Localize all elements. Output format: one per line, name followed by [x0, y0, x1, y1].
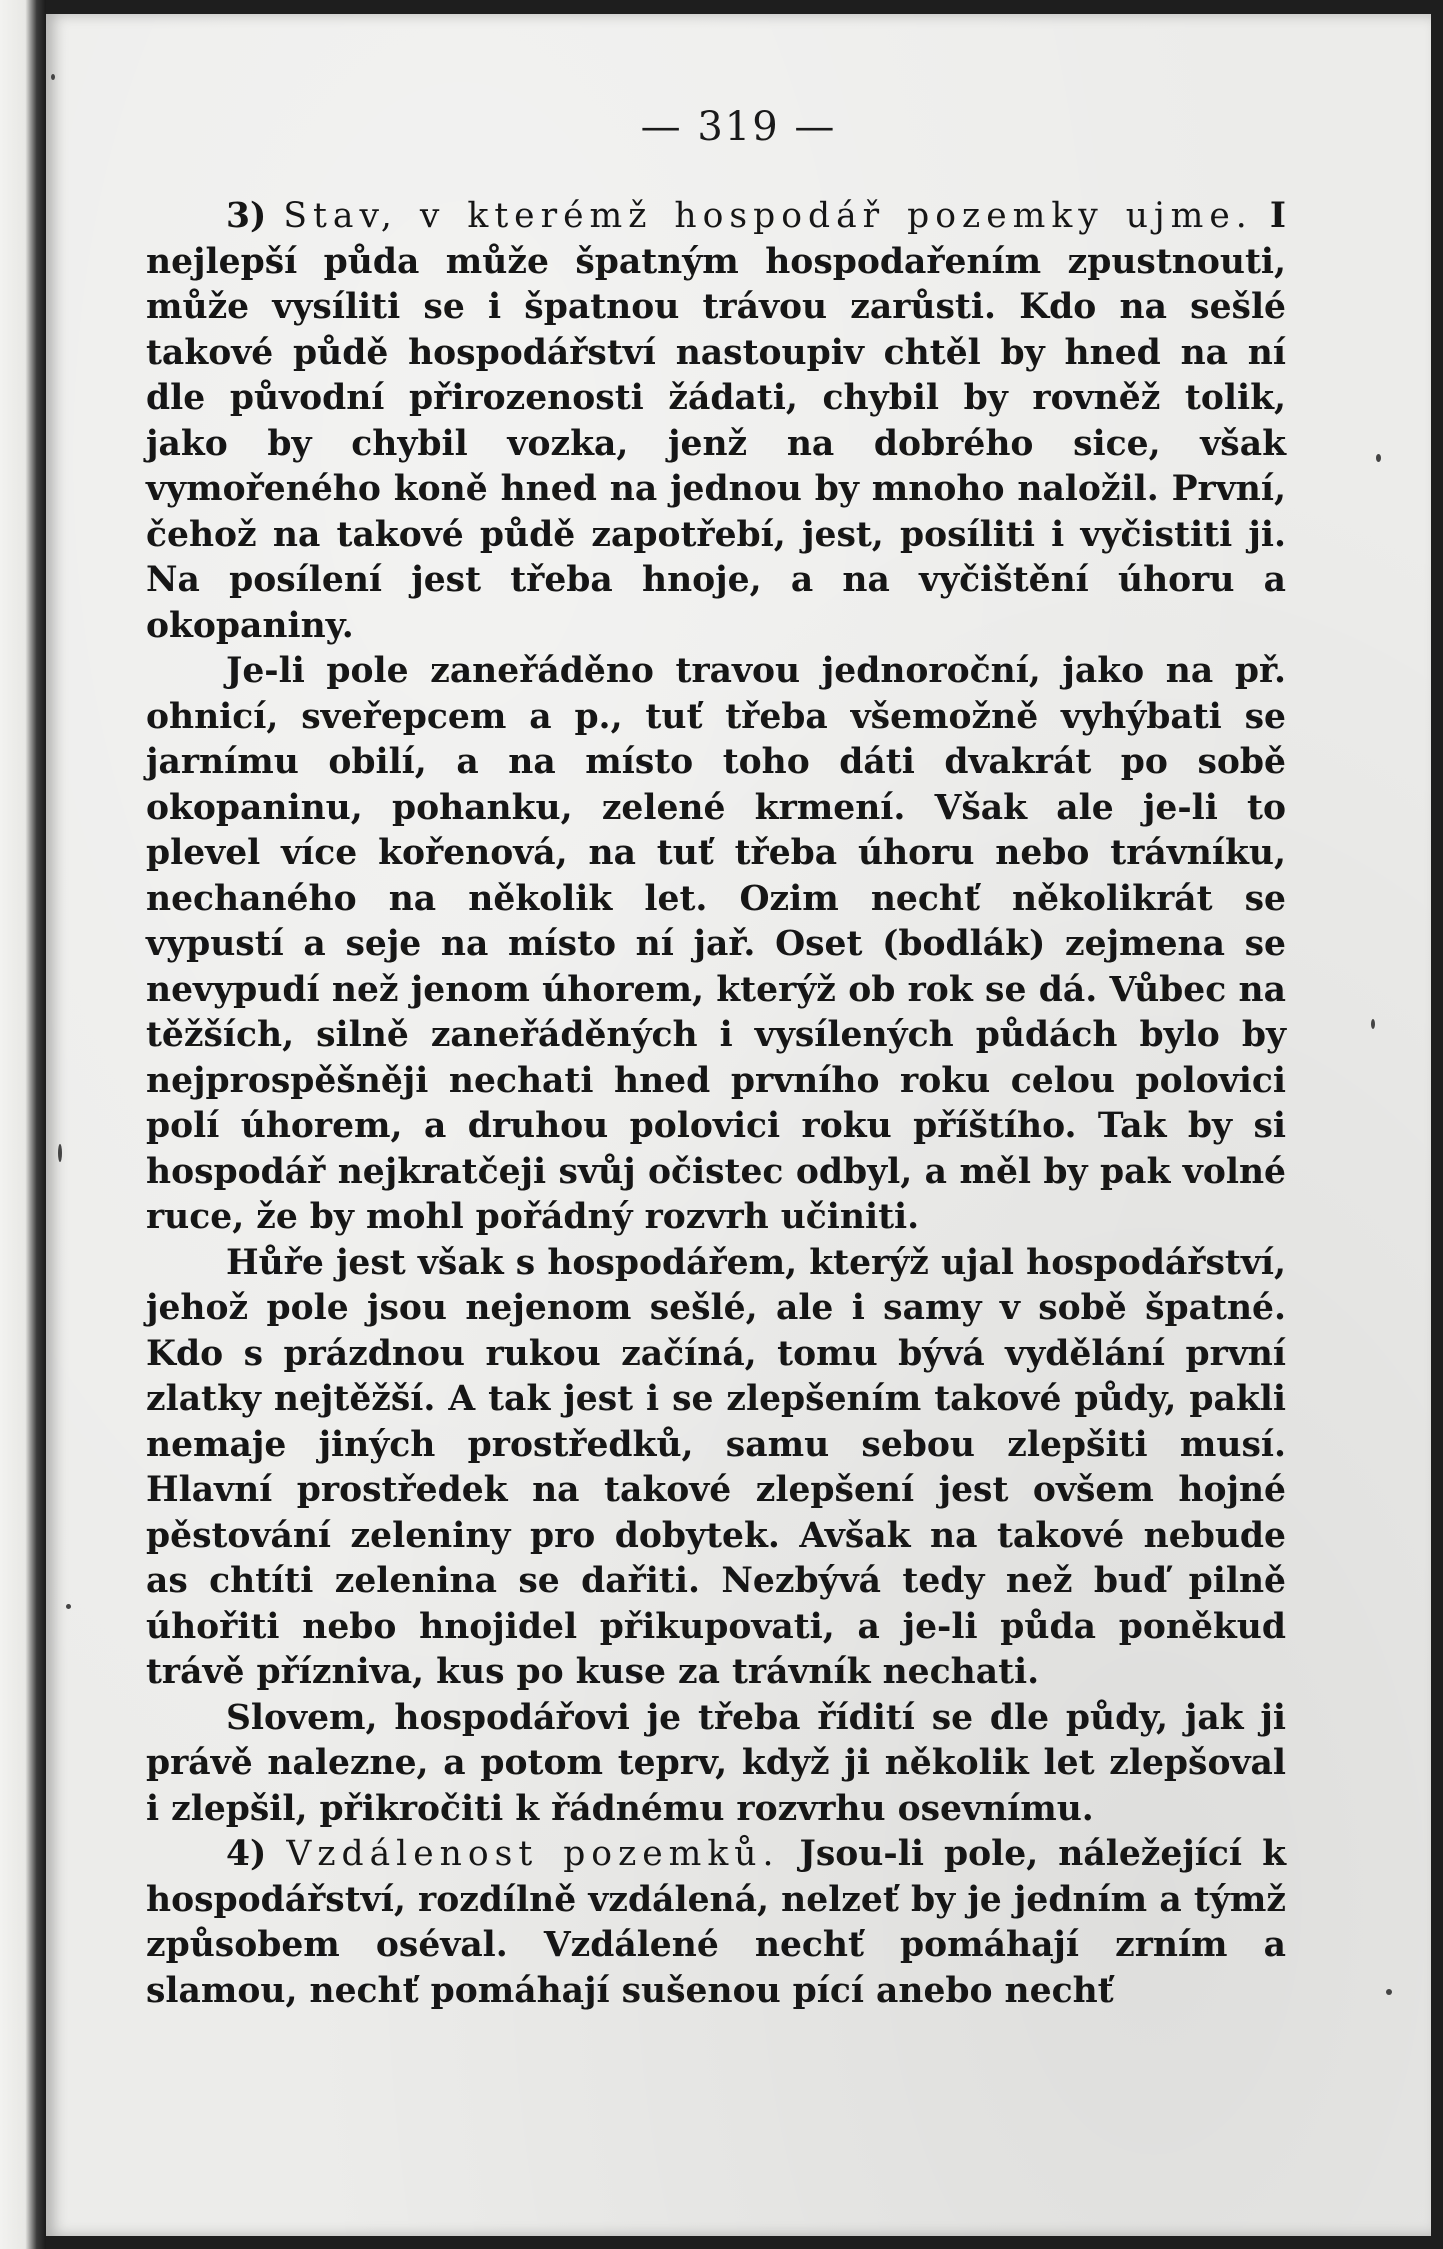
- paragraph-zanerádeno: [146, 649, 1286, 1241]
- paragraph-number: 3): [226, 196, 284, 236]
- scan-speck: [58, 1144, 62, 1162]
- section-heading-stav: Stav, v kterémž hospodář pozemky ujme.: [283, 196, 1253, 236]
- paragraph-text: Je-li pole zaneřáděno travou jednoroční, jako na př. ohnicí, sveřepcem a p., tuť třeba všemožně vyhýbati se jarnímu obilí, a na místo toho dáti dvakrát po sobě okopaninu, pohanku, zelené krmení. Však ale je-li to plevel více kořenová, na tuť třeba úhoru nebo trávníku, nechaného na několik let. Ozim nechť několikrát se vypustí a seje na místo ní jař. Oset (bodlák) zejmena se nevypudí než jenom úhorem, kterýž ob rok se dá. Vůbec na těžších, silně zaneřáděných i vysílených půdách bylo by nejprospěšněji nechati hned prvního roku celou polovici polí úhorem, a druhou polovici roku příštího. Tak by si hospodář nejkratčeji svůj očistec odbyl, a měl by pak volné ruce, že by mohl pořádný rozvrh učiniti.: [146, 651, 1286, 1237]
- paragraph-hure: [146, 1241, 1286, 1696]
- scan-speck: [1376, 454, 1381, 462]
- previous-page-edge: [0, 0, 46, 2249]
- paragraph-stav: [146, 194, 1286, 649]
- section-heading-vzdalenost: Vzdálenost pozemků.: [286, 1834, 780, 1874]
- paragraph-vzdalenost: [146, 1832, 1286, 2014]
- paragraph-text: Slovem, hospodářovi je třeba řídití se dle půdy, jak ji právě nalezne, a potom teprv, když ji několik let zlepšoval i zlepšil, přikročiti k řádnému rozvrhu osevnímu.: [146, 1697, 1286, 1829]
- paragraph-slovem: [146, 1696, 1286, 1833]
- scan-speck: [1371, 1019, 1375, 1029]
- paragraph-text: Jsou-li pole, náležející k hospodářství, rozdílně vzdálená, nelzeť by je jedním a týmž způsobem oséval. Vzdálené nechť pomáhají zrním a slamou, nechť pomáhají sušenou pící anebo nechť: [146, 1834, 1286, 2011]
- scan-speck: [1386, 1989, 1392, 1995]
- body-text: [146, 194, 1286, 2014]
- scan-speck: [66, 1604, 71, 1609]
- paragraph-text: Hůře jest však s hospodářem, kterýž ujal hospodářství, jehož pole jsou nejenom sešlé, ale i samy v sobě špatné. Kdo s prázdnou rukou začíná, tomu bývá vydělání první zlatky nejtěžší. A tak jest i se zlepšením takové půdy, pakli nemaje jiných prostředků, samu sebou zlepšiti musí. Hlavní prostředek na takové zlepšení jest ovšem hojné pěstování zeleniny pro dobytek. Avšak na takové nebude as chtíti zelenina se dařiti. Nezbývá tedy než buď pilně úhořiti nebo hnojidel přikupovati, a je-li půda poněkud trávě přízniva, kus po kuse za trávník nechati.: [146, 1242, 1286, 1692]
- scan-speck: [51, 74, 55, 80]
- paragraph-number: 4): [226, 1834, 287, 1874]
- book-page: [46, 14, 1431, 2236]
- paragraph-text: I nejlepší půda může špatným hospodařením zpustnouti, může vysíliti se i špatnou trávou zarůsti. Kdo na sešlé takové půdě hospodářství nastoupiv chtěl by hned na ní dle původní přirozenosti žádati, chybil by rovněž tolik, jako by chybil vozka, jenž na dobrého sice, však vymořeného koně hned na jednou by mnoho naložil. První, čehož na takové půdě zapotřebí, jest, posíliti i vyčistiti ji. Na posílení jest třeba hnoje, a na vyčištění úhoru a okopaniny.: [146, 196, 1286, 646]
- page-number: — 319 —: [640, 104, 837, 150]
